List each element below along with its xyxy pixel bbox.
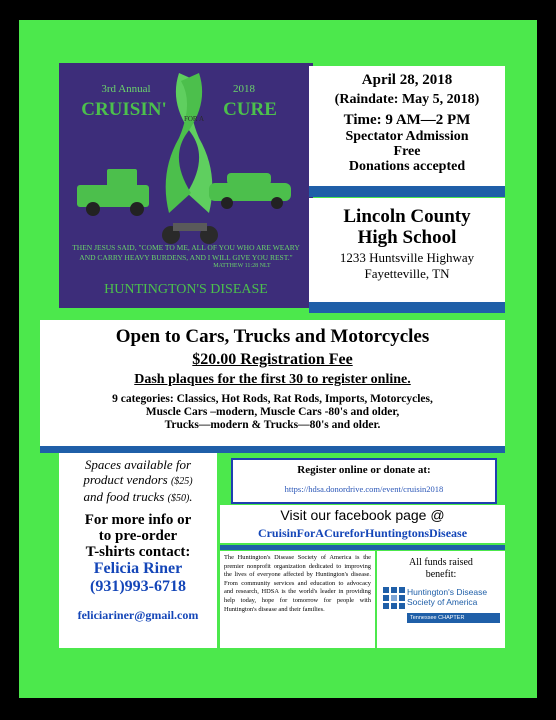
venue-address-1: 1233 Huntsville Highway (339, 250, 475, 265)
org-name-2: Society of America (407, 597, 478, 607)
divider-bar (220, 545, 505, 550)
venue-name-1: Lincoln County (343, 206, 471, 227)
divider-bar (40, 446, 505, 453)
facebook-handle[interactable]: CruisinForACureforHuntingtonsDisease (257, 526, 468, 540)
funds-line1: All funds raised (409, 557, 473, 568)
vendors-price-food: ($50) (167, 493, 190, 504)
venue-address-2: Fayetteville, TN (364, 266, 450, 281)
poster-word2: CURE (223, 99, 277, 120)
venue-name-2: High School (357, 227, 457, 248)
contact-name: Felicia Riner (93, 560, 183, 577)
contact-line2: to pre-order (98, 528, 178, 544)
categories-line1: 9 categories: Classics, Hot Rods, Rat Rods, Imports, Motorcycles, (112, 393, 433, 405)
details-panel (40, 320, 505, 446)
event-raindate: (Raindate: May 5, 2018) (334, 92, 480, 107)
dash-plaques: Dash plaques for the first 30 to register online. (134, 372, 411, 387)
hdsa-logo-icon (383, 587, 405, 613)
poster-verse-2: AND CARRY HEAVY BURDENS, AND I WILL GIVE YOU REST." (79, 253, 293, 262)
contact-line3: T-shirts contact: (85, 544, 191, 560)
facebook-label: Visit our facebook page @ (280, 507, 445, 523)
motorcycle-icon (162, 223, 218, 244)
donations-text: Donations accepted (348, 159, 466, 174)
poster-verse-1: THEN JESUS SAID, "COME TO ME, ALL OF YOU WHO ARE WEARY (72, 243, 300, 252)
contact-email[interactable]: feliciariner@gmail.com (77, 608, 199, 622)
register-box (231, 458, 497, 504)
headline: Open to Cars, Trucks and Motorcycles (115, 326, 430, 347)
contact-phone[interactable]: (931)993-6718 (90, 578, 186, 595)
admission-line1: Spectator Admission (345, 129, 469, 144)
poster-verse-ref: MATTHEW 11:28 NLT (213, 263, 271, 269)
register-link[interactable]: https://hdsa.donordrive.com/event/cruisin2018 (284, 484, 444, 494)
about-text: The Huntington's Disease Society of America is the premier nonprofit organization dedicated to improving the lives of everyone affected by Huntington's disease. From community services and education to advocacy and research, HDSA is the world's leader in providing help today, hope for tomorrow for people with Huntington's disease and their families. (224, 554, 371, 613)
contact-panel (59, 453, 217, 648)
org-name-1: Huntington's Disease (407, 587, 488, 597)
chapter-label: Tennessee CHAPTER (407, 613, 500, 623)
car-icon (209, 173, 291, 209)
truck-icon (77, 169, 149, 216)
vendors-line3a: and food trucks (83, 489, 168, 504)
venue-panel (309, 198, 505, 302)
about-panel (220, 551, 375, 648)
divider-bar (309, 186, 505, 197)
admission-line2: Free (393, 144, 421, 159)
flyer-page (19, 20, 537, 698)
poster-edition: 3rd Annual (101, 83, 151, 95)
vendors-period: . (189, 489, 193, 504)
poster-disease: HUNTINGTON'S DISEASE (104, 282, 268, 297)
categories-line2: Muscle Cars –modern, Muscle Cars -80's and older, (145, 406, 400, 418)
poster-for-a: FOR A (183, 115, 205, 123)
register-label: Register online or donate at: (297, 464, 431, 476)
event-info-panel (309, 66, 505, 196)
facebook-panel (220, 505, 505, 543)
hdsa-logo (377, 585, 505, 629)
categories-line3: Trucks—modern & Trucks—80's and older. (164, 419, 381, 431)
registration-fee: $20.00 Registration Fee (192, 351, 353, 368)
funds-line2: benefit: (425, 569, 457, 580)
vendors-line1: Spaces available for (84, 457, 192, 472)
event-time: Time: 9 AM—2 PM (343, 112, 471, 128)
funds-panel (377, 551, 505, 648)
event-poster (59, 63, 313, 308)
poster-word1: CRUISIN' (81, 99, 167, 120)
divider-bar (309, 302, 505, 313)
poster-year: 2018 (233, 83, 255, 95)
vendors-price-product: ($25) (170, 476, 193, 487)
contact-line1: For more info or (84, 512, 192, 528)
event-date: April 28, 2018 (361, 72, 453, 88)
vendors-line2a: product vendors (83, 472, 171, 487)
